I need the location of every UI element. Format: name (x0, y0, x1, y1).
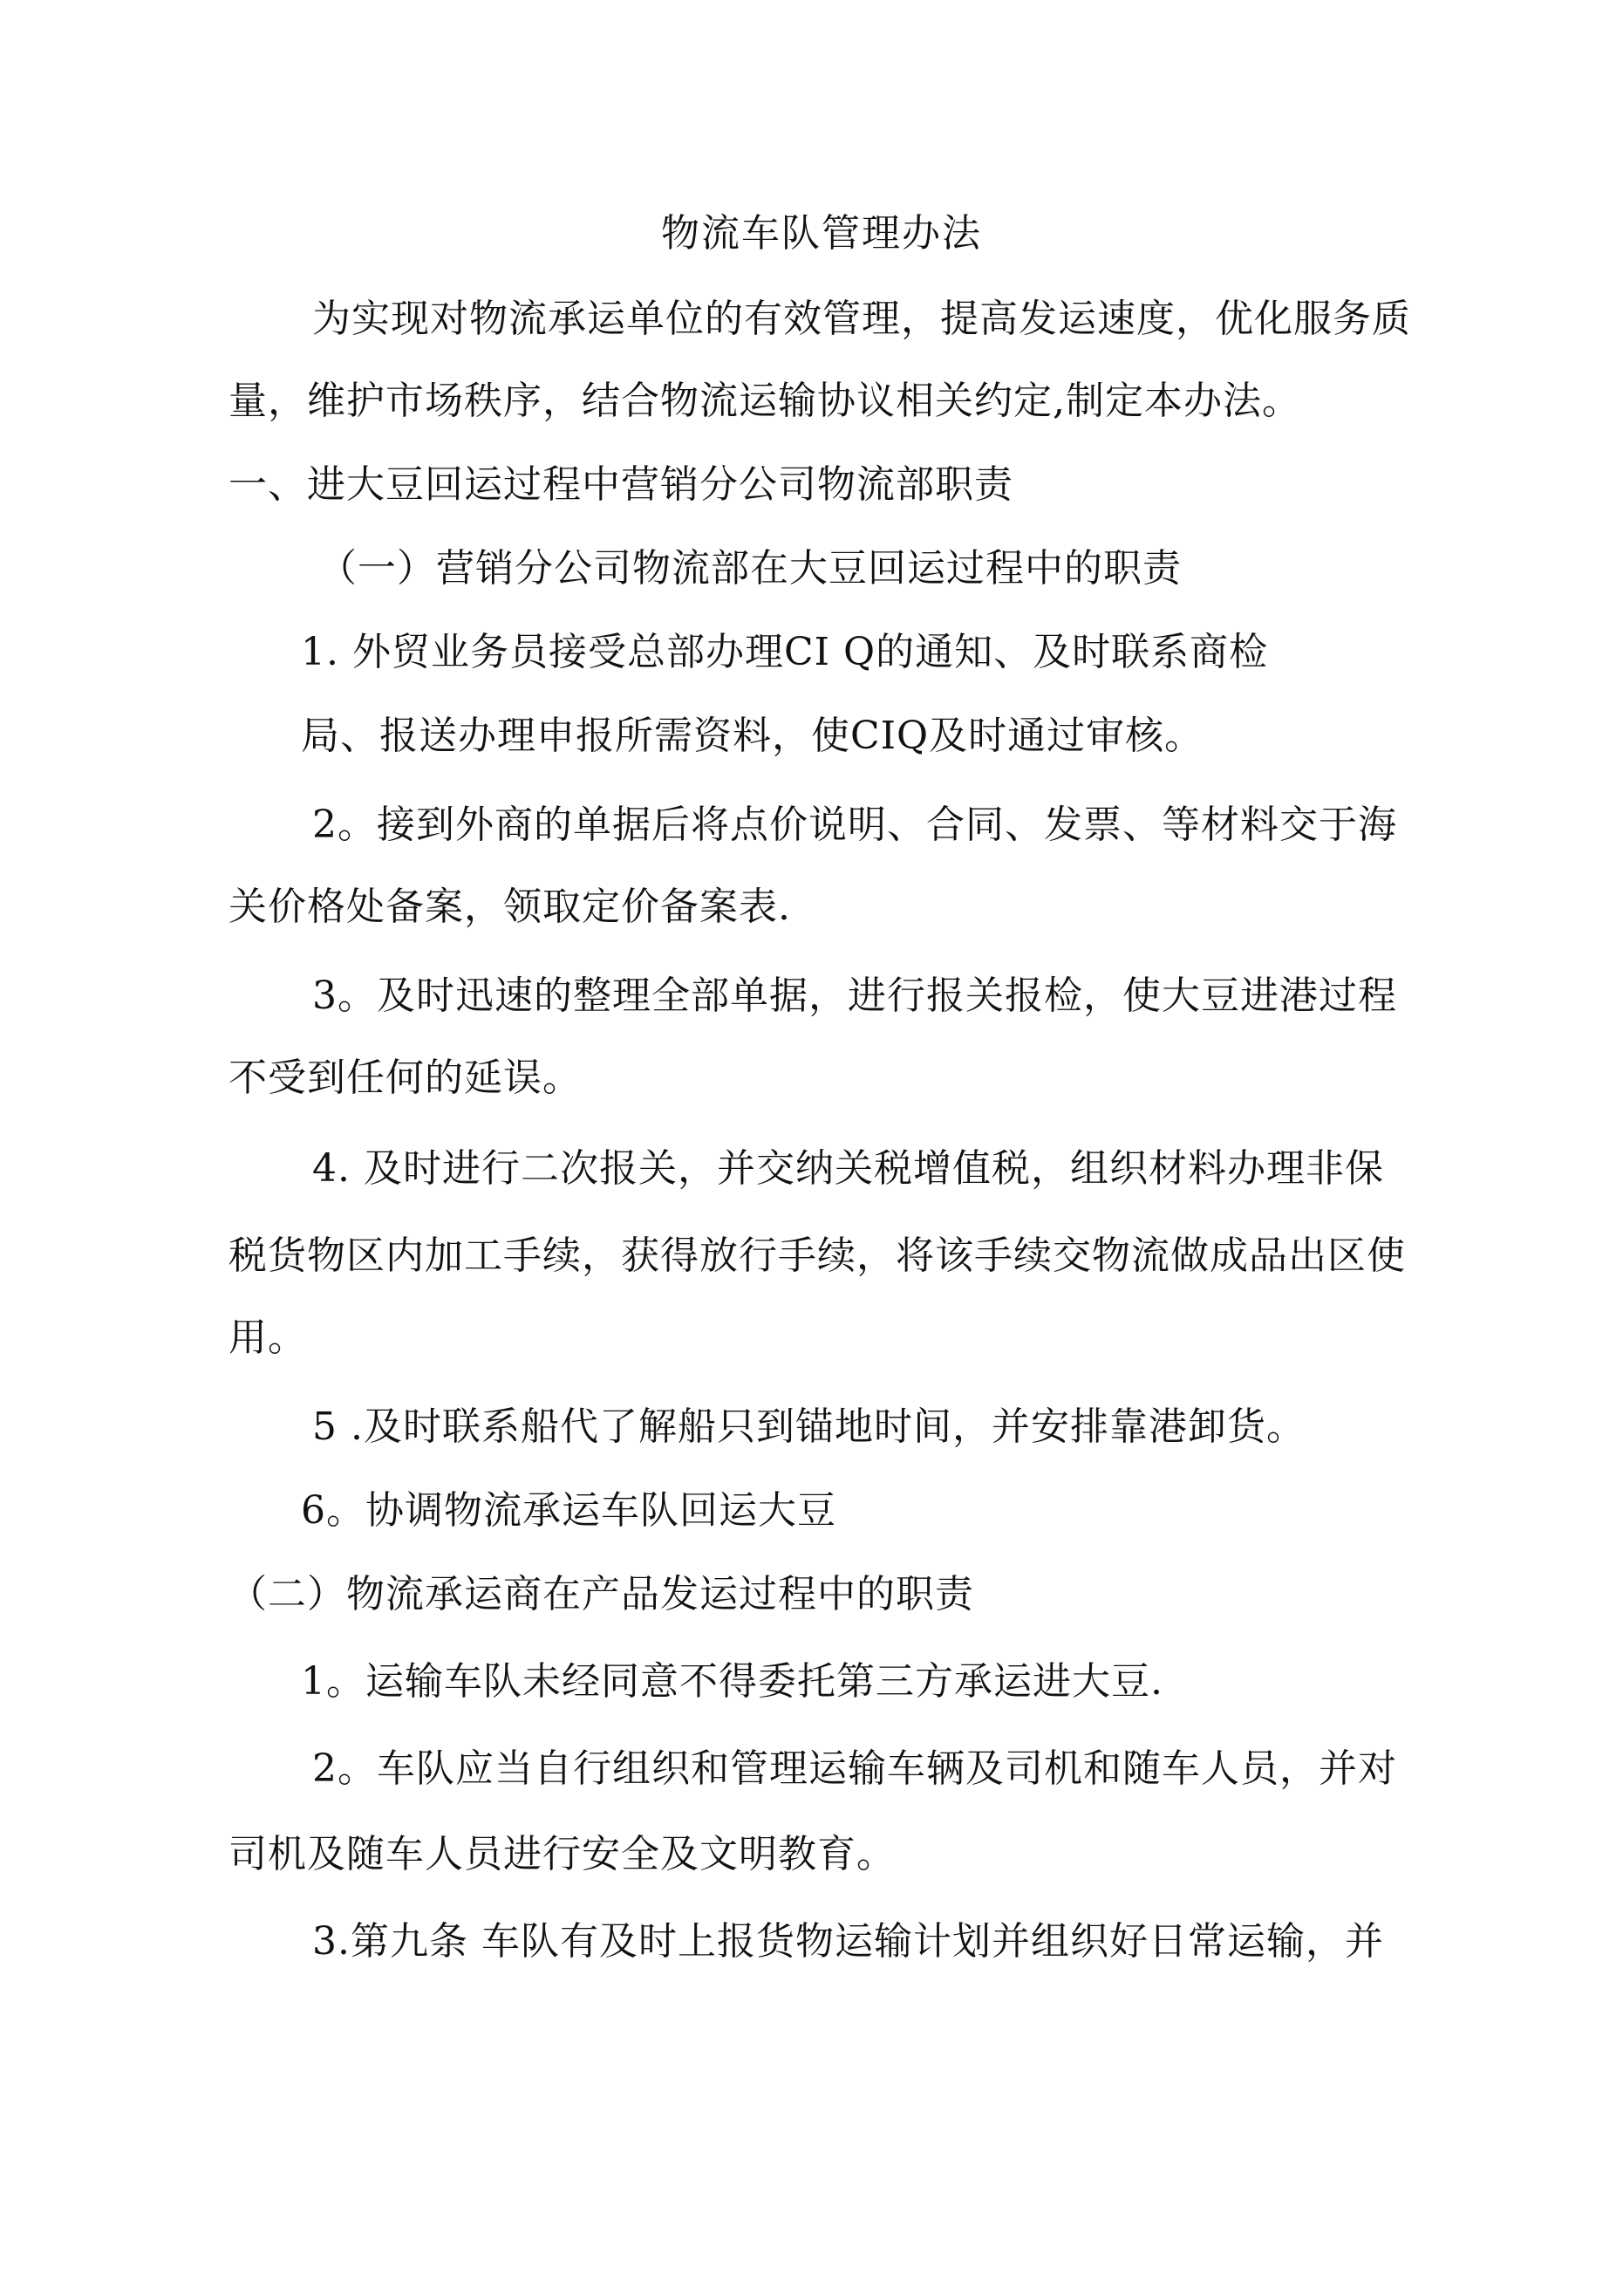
item-3-line-1: 3。及时迅速的整理全部单据，进行报关报检，使大豆进港过程 (312, 974, 1397, 1018)
item-b2-line-1: 2。车队应当自行组织和管理运输车辆及司机和随车人员，并对 (312, 1746, 1397, 1791)
item-1-line-2: 局、报送办理申报所需资料，使CIQ及时通过审核。 (301, 714, 1204, 758)
item-b3-line-1: 3.第九条 车队有及时上报货物运输计划并组织好日常运输，并 (312, 1919, 1384, 1964)
item-5: 5 .及时联系船代了解船只到锚地时间，并安排靠港卸货。 (312, 1404, 1306, 1449)
document-title: 物流车队管理办法 (661, 211, 982, 256)
item-2-line-1: 2。接到外商的单据后将点价说明、合同、发票、等材料交于海 (312, 803, 1397, 847)
item-4-line-1: 4. 及时进行二次报关，并交纳关税增值税，组织材料办理非保 (312, 1146, 1384, 1191)
item-3-line-2: 不受到任何的延误。 (228, 1056, 582, 1100)
subsection-heading-2: （二）物流承运商在产品发运过程中的职责 (228, 1572, 974, 1616)
item-4-line-3: 用。 (228, 1315, 307, 1360)
intro-paragraph-line-1: 为实现对物流承运单位的有效管理，提高发运速度，优化服务质 (312, 297, 1411, 341)
item-b2-line-2: 司机及随车人员进行安全及文明教育。 (228, 1832, 896, 1876)
item-2-line-2: 关价格处备案，领取定价备案表. (228, 885, 791, 929)
section-heading-1: 一、进大豆回运过程中营销分公司物流部职责 (228, 462, 1013, 507)
item-4-line-2: 税货物区内加工手续，获得放行手续，将该手续交物流做成品出区使 (228, 1233, 1406, 1278)
item-b1: 1。运输车队未经同意不得委托第三方承运进大豆. (301, 1659, 1163, 1704)
intro-paragraph-line-2: 量，维护市场秩序，结合物流运输协议相关约定,制定本办法。 (228, 379, 1301, 423)
item-1-line-1: 1. 外贸业务员接受总部办理CI Q的通知、及时联系商检 (301, 630, 1269, 674)
item-6: 6。协调物流承运车队回运大豆 (301, 1488, 836, 1533)
subsection-heading-1: （一）营销分公司物流部在大豆回运过程中的职责 (318, 546, 1182, 591)
